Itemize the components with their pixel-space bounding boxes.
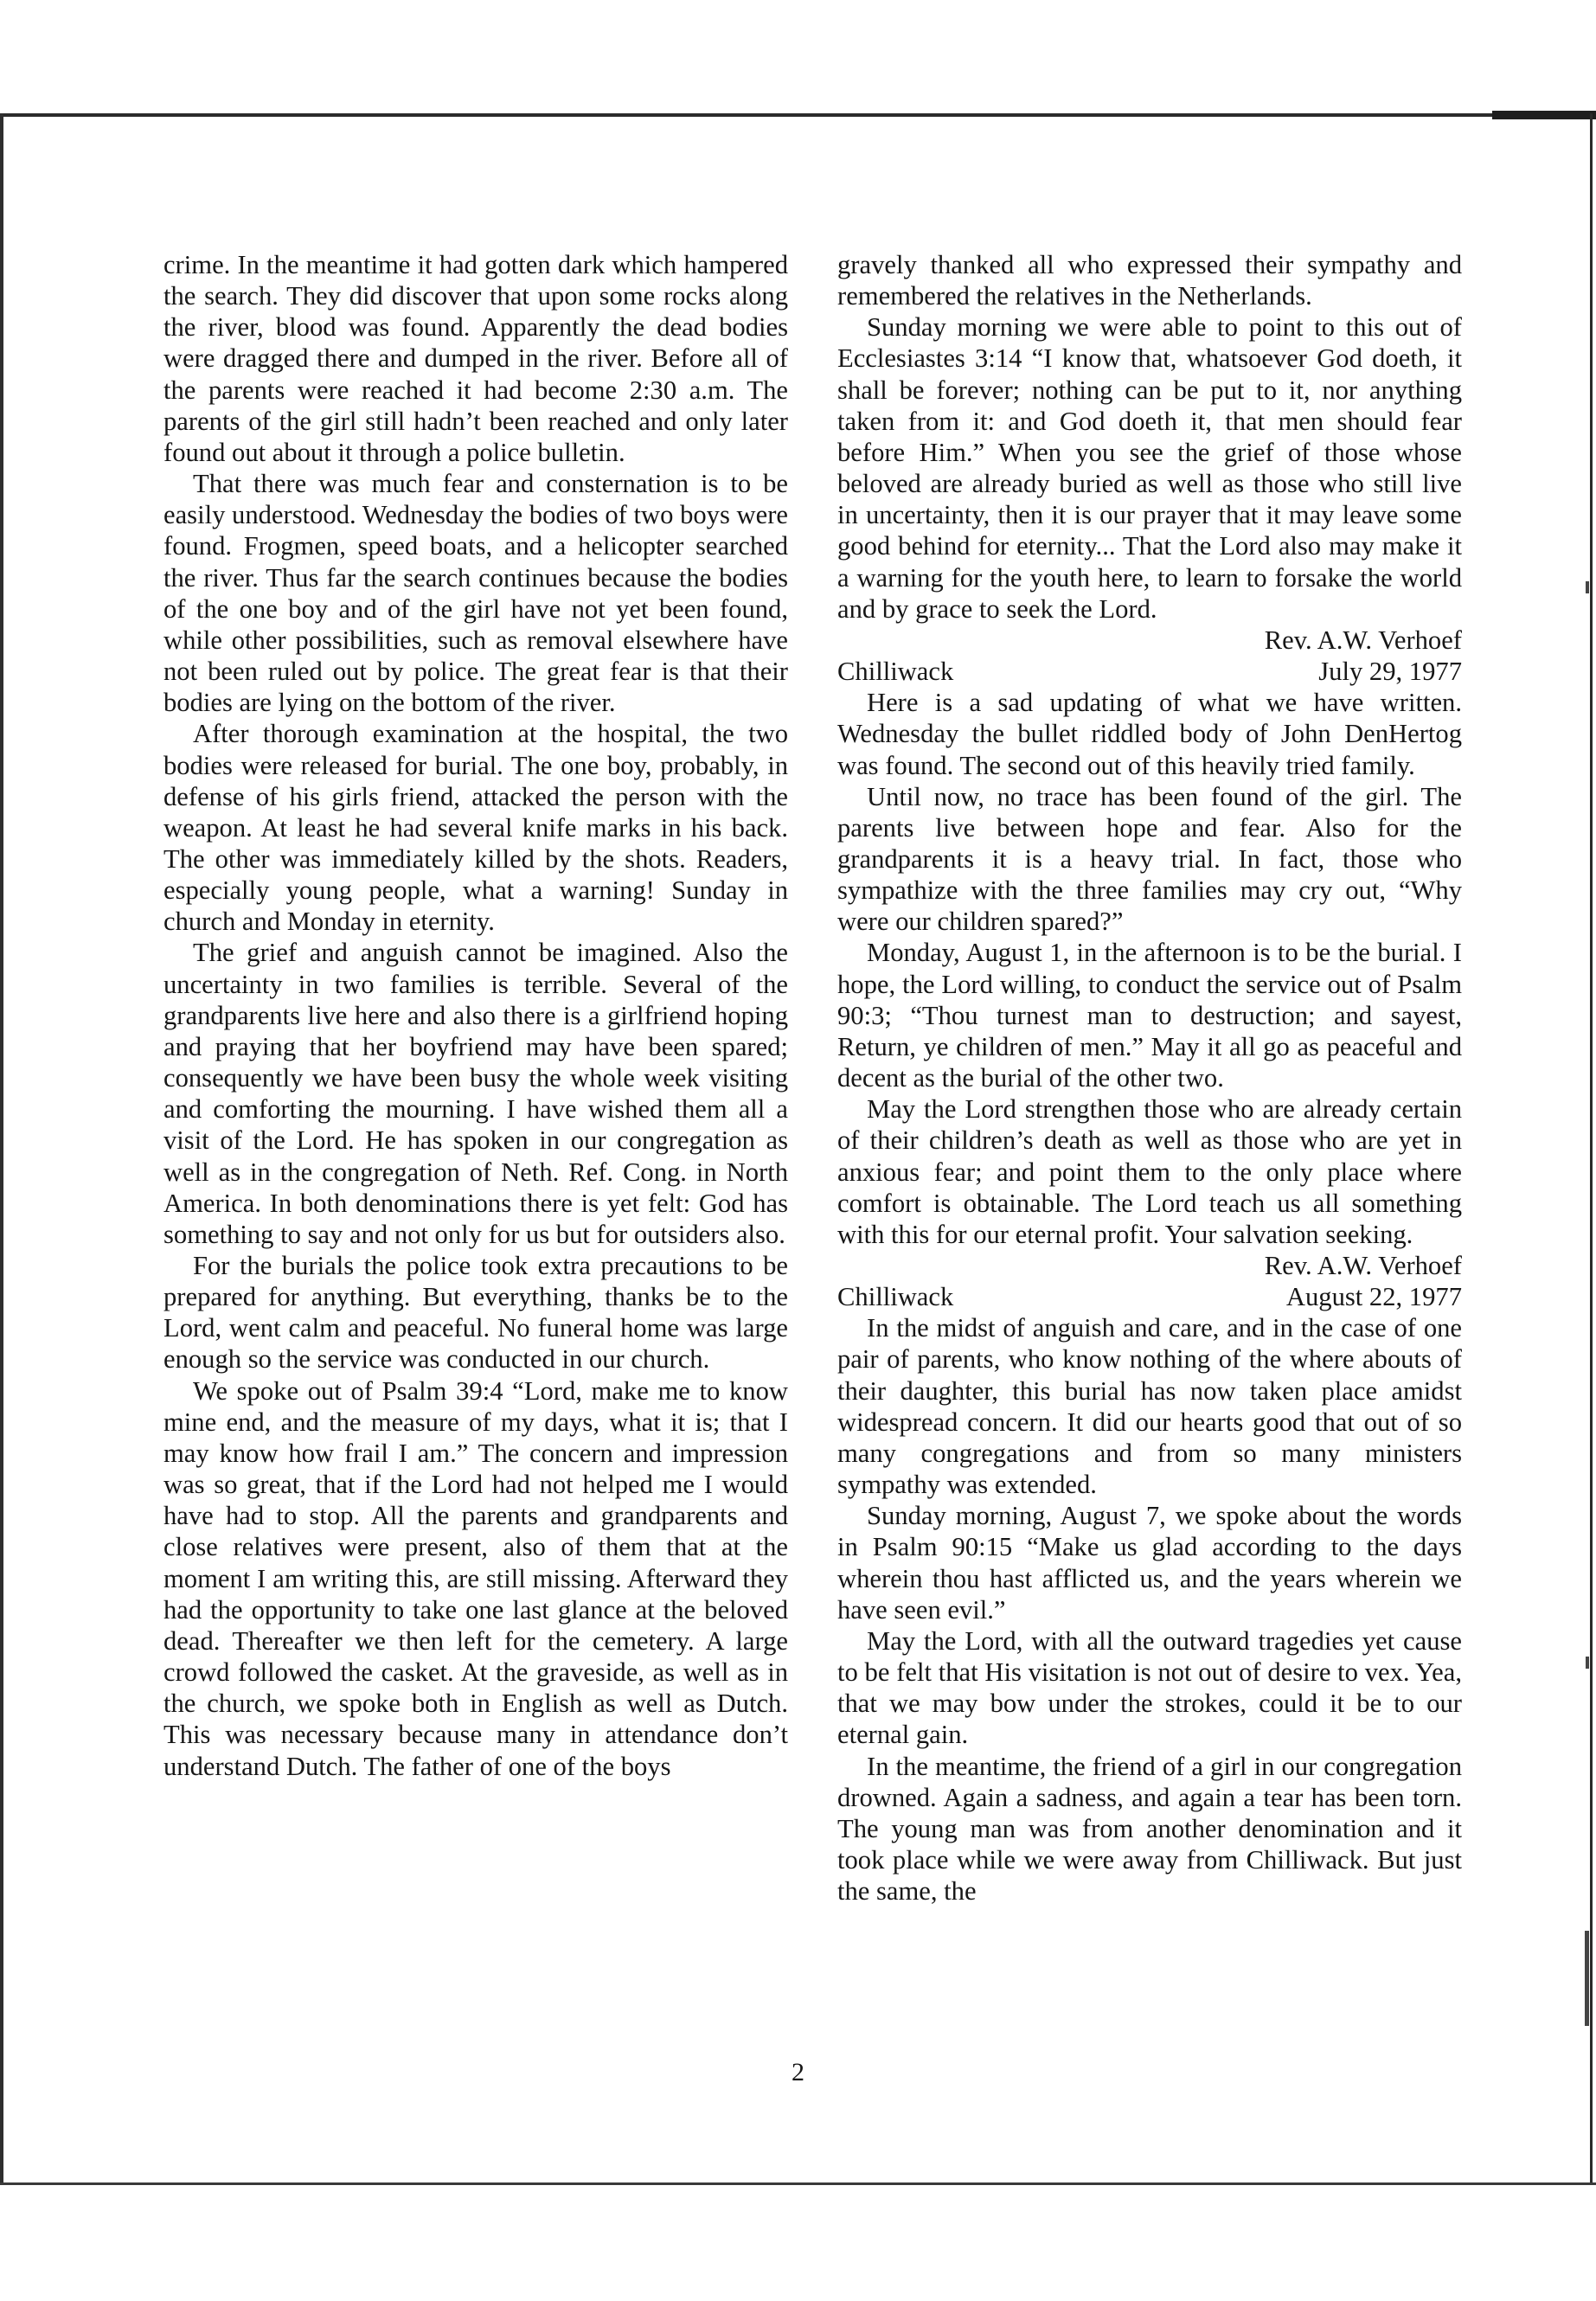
signature: Rev. A.W. Verhoef bbox=[1264, 1251, 1462, 1280]
paragraph: In the midst of anguish and care, and in the case of one pair of parents, who know nothing of the where abouts of their daughter, this burial has now taken place amidst widespread concern. It did our hearts good that out of so many congregations and from so many ministers sympathy was extended. bbox=[837, 1313, 1462, 1500]
dateline bbox=[837, 1281, 1462, 1312]
bottom-edge-line bbox=[0, 2182, 1596, 2185]
dateline-date: August 22, 1977 bbox=[1285, 1282, 1462, 1312]
paragraph: May the Lord strengthen those who are already certain of their children’s death as well as those who are yet in anxious fear; and point them to the only place where comfort is obtainable. The Lord teach us all something with this for our eternal profit. Your salvation seeking. bbox=[837, 1094, 1462, 1249]
top-edge-line bbox=[0, 113, 1596, 117]
top-right-edge-shadow bbox=[1492, 111, 1596, 119]
margin-tick bbox=[1585, 1931, 1589, 2026]
paragraph: May the Lord, with all the outward tragedies yet cause to be felt that His visitation is not out of desire to vex. Yea, that we may bow under the strokes, could it be to our eternal gain. bbox=[837, 1625, 1462, 1750]
paragraph: For the burials the police took extra precautions to be prepared for anything. But everything, thanks be to the Lord, went calm and peaceful. No funeral home was large enough so the service was conducted in our church. bbox=[163, 1251, 788, 1375]
signature: Rev. A.W. Verhoef bbox=[1264, 625, 1462, 655]
margin-tick bbox=[1586, 581, 1589, 593]
dateline-date: July 29, 1977 bbox=[1318, 657, 1462, 687]
paragraph: Until now, no trace has been found of the girl. The parents live between hope and fear. Also for the grandparents it is a heavy trial. In fact, those who sympathize with the three families may cry out, “Why were our children spared?” bbox=[837, 781, 1462, 937]
right-column bbox=[837, 249, 1462, 1907]
paragraph: In the meantime, the friend of a girl in our congregation drowned. Again a sadness, and again a tear has been torn. The young man was from another denomination and it took place while we were away from Chilliwack. But just the same, the bbox=[837, 1751, 1462, 1907]
paragraph: Sunday morning, August 7, we spoke about the words in Psalm 90:15 “Make us glad according to the days wherein thou hast afflicted us, and the years wherein we have seen evil.” bbox=[837, 1501, 1462, 1625]
dateline-place: Chilliwack bbox=[837, 1282, 954, 1312]
page-number: 2 bbox=[792, 2058, 804, 2086]
paragraph: The grief and anguish cannot be imagined. Also the uncertainty in two families is terrible. Several of the grandparents live here and also there is a girlfriend hoping and praying that her boyfriend may have been spared; consequently we have been busy the whole week visiting and comforting the mourning. I have wished them all a visit of the Lord. He has spoken in our congregation as well as in the congregation of Neth. Ref. Cong. in North America. In both denominations there is yet felt: God has something to say and not only for us but for outsiders also. bbox=[163, 938, 788, 1249]
dateline-place: Chilliwack bbox=[837, 657, 954, 687]
left-page-edge bbox=[0, 113, 3, 2185]
dateline bbox=[837, 656, 1462, 687]
paragraph: We spoke out of Psalm 39:4 “Lord, make me to know mine end, and the measure of my days, what it is; that I may know how frail I am.” The concern and impression was so great, that if the Lord had not helped me I would have had to stop. All the parents and grandparents and close relatives were present, also of them that at the moment I am writing this, are still missing. Afterward they had the opportunity to take one last glance at the beloved dead. Thereafter we then left for the cemetery. A large crowd followed the casket. At the graveside, as well as in the church, we spoke both in English as well as Dutch. This was necessary because many in attendance don’t understand Dutch. The father of one of the boys bbox=[163, 1375, 788, 1781]
paragraph: Here is a sad updating of what we have written. Wednesday the bullet riddled body of John DenHertog was found. The second out of this heavily tried family. bbox=[837, 688, 1462, 780]
paragraph: crime. In the meantime it had gotten dark which hampered the search. They did discover that upon some rocks along the river, blood was found. Apparently the dead bodies were dragged there and dumped in the river. Before all of the parents were reached it had become 2:30 a.m. The parents of the girl still hadn’t been reached and only later found out about it through a police bulletin. bbox=[163, 250, 788, 467]
left-column bbox=[163, 249, 788, 1782]
paragraph: gravely thanked all who expressed their sympathy and remembered the relatives in the Netherlands. bbox=[837, 250, 1462, 311]
paragraph: Monday, August 1, in the afternoon is to be the burial. I hope, the Lord willing, to conduct the service out of Psalm 90:3; “Thou turnest man to destruction; and sayest, Return, ye children of men.” May it all go as peaceful and decent as the burial of the other two. bbox=[837, 938, 1462, 1093]
margin-tick bbox=[1586, 1657, 1589, 1669]
paragraph: Sunday morning we were able to point to this out of Ecclesiastes 3:14 “I know that, whatsoever God doeth, it shall be forever; nothing can be put to it, nor anything taken from it: and God doeth it, that men should fear before Him.” When you see the grief of those whose beloved are already buried as well as those who still live in uncertainty, then it is our prayer that it may leave some good behind for eternity... That the Lord also may make it a warning for the youth here, to learn to forsake the world and by grace to seek the Lord. bbox=[837, 312, 1462, 624]
right-page-edge bbox=[1590, 113, 1593, 2185]
paragraph: That there was much fear and consternation is to be easily understood. Wednesday the bodies of two boys were found. Frogmen, speed boats, and a helicopter searched the river. Thus far the search continues because the bodies of the one boy and of the girl have not yet been found, while other possibilities, such as removal elsewhere have not been ruled out by police. The great fear is that their bodies are lying on the bottom of the river. bbox=[163, 469, 788, 718]
paragraph: After thorough examination at the hospital, the two bodies were released for burial. The one boy, probably, in defense of his girls friend, attacked the person with the weapon. At least he had several knife marks in his back. The other was immediately killed by the shots. Readers, especially young people, what a warning! Sunday in church and Monday in eternity. bbox=[163, 719, 788, 937]
